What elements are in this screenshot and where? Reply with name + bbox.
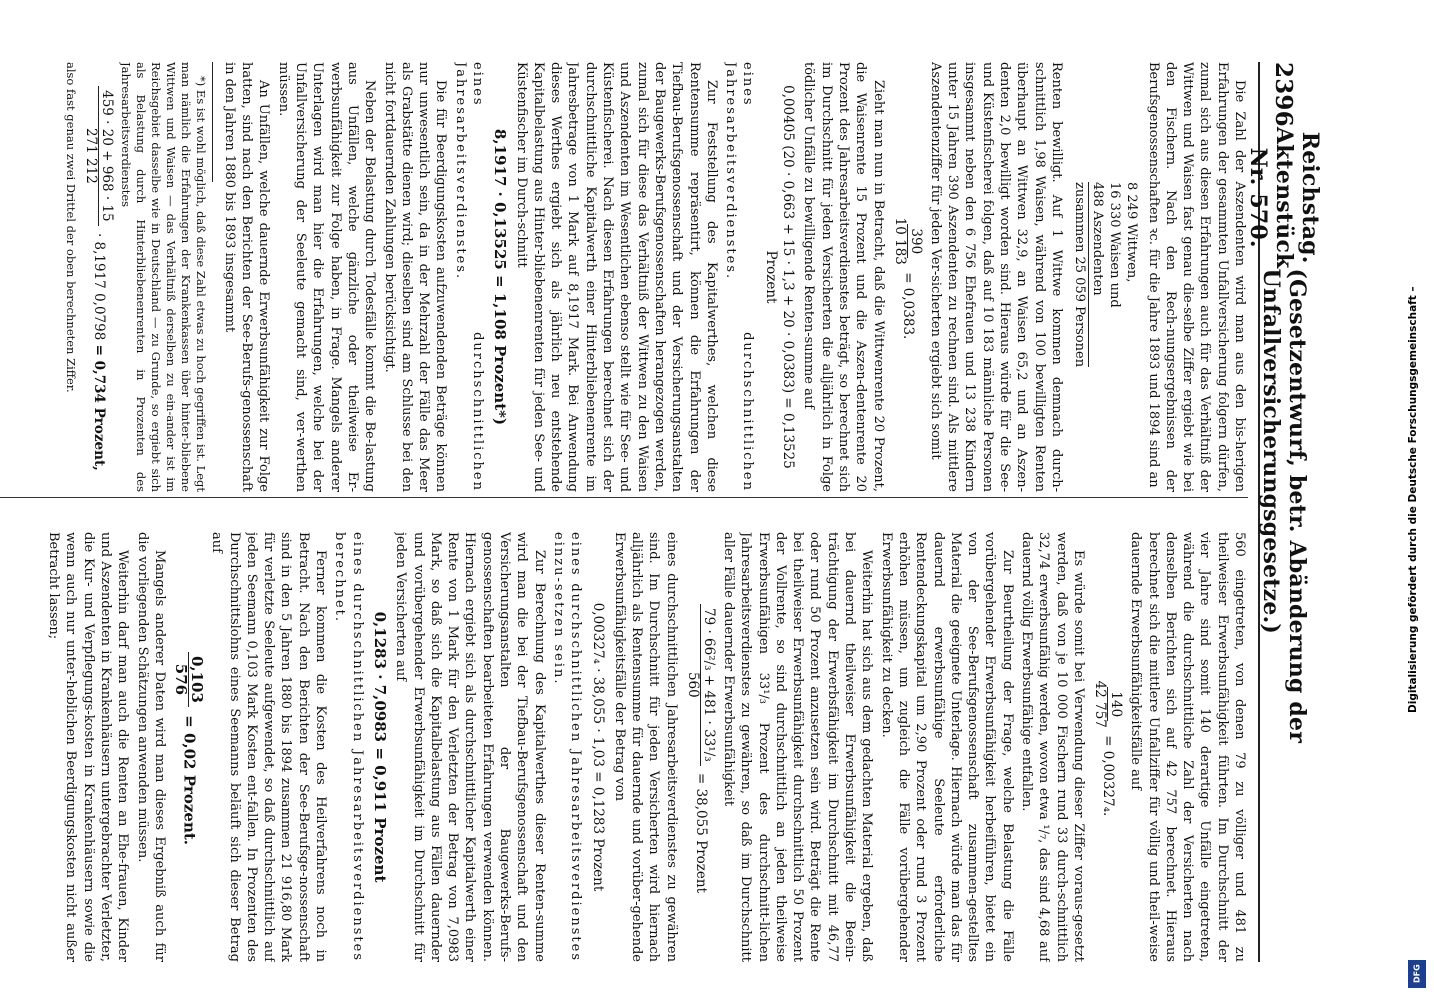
equation-result: = 0,0383.: [899, 272, 916, 340]
equation: [892, 62, 923, 492]
fraction-numerator: 390: [907, 224, 923, 258]
recipient-list: [1071, 62, 1140, 492]
list-sum: zusammen 25 059 Personen: [1072, 182, 1088, 368]
digitization-credit: Digitalisierung gefördert durch die Deutsche Forschungsgemeinschaft –: [1407, 286, 1419, 714]
equation: [685, 532, 716, 962]
equation: 0,00327₄ · 38,055 · 1,03 = 0,1283 Prozent: [590, 602, 607, 892]
footnote-divider: [212, 62, 213, 182]
fraction-denominator: 576: [171, 663, 190, 696]
fraction-denominator: 560: [684, 671, 701, 698]
equation-result: = 0,00327₄.: [1099, 735, 1116, 817]
paragraph: eines durchschnittlichen Jahresarbeitsverdienstes zu gewähren sind. Im Durchschnitt für jeden Versicherten wird hiernach alljährlich als Rentensumme für dauernde und vorüber-gehende Erwerbsunfähigkeitsfälle der Betrag von: [611, 532, 679, 962]
paragraph: Renten bewilligt. Auf 1 Wittwe kommen demnach durch-schnittlich 1,98 Waisen, während von 100 bewilligten Renten überhaupt an Wittwen 32,9, an Waisen 65,2 und an Aszen-denten 2,0 bewilligt worden sind. Hieraus würde für die See- und Küstenfischerei folgen, daß auf 10 183 männliche Personen insgesammt neben den 6 756 Ehefrauen und 13 238 Kindern unter 15 Jahren 390 Aszendenten zu rechnen sind. Als mittlere Aszendentenziffer für jeden Ver-sicherten ergiebt sich somit: [927, 62, 1064, 492]
header-left-title: Reichstag. Aktenstück Nr. 570.: [1245, 126, 1323, 269]
footnote-equation: [83, 62, 114, 492]
list-item: 488 Aszendenten: [1090, 182, 1106, 296]
fraction-numerator: 0,103: [188, 652, 204, 707]
equation: [173, 532, 204, 962]
equation: 8,1917 · 0,13525 = 1,108 Prozent*): [491, 128, 510, 426]
header-right-title: (Gesetzentwurf, betr. Abänderung der Unfallversicherungsgesetze.): [1258, 268, 1310, 744]
list-item: 8 249 Wittwen,: [1124, 182, 1140, 283]
paragraph: Zur Beurtheilung der Frage, welche Belastung die Fälle vorübergehender Erwerbsunfähigkeit herbeiführen, bietet ein von der See-Berufsgenossenschaft zusammen-gestelltes Material die geeignete Unterlage. Hiernach würde man das für dauernd erwerbsunfähige Seeleute erforderliche Rentendeckungskapital um 2,90 Prozent oder rund 3 Prozent erhöhen müssen, um zugleich die Fälle vorübergehender Erwerbsunfähigkeit zu decken.: [878, 532, 1015, 962]
fraction-numerator: 459 · 20 + 968 · 15: [98, 86, 114, 226]
paragraph: Weiterhin hat sich aus dem gedachten Material ergeben, daß bei dauernd theilweiser Erwerbsunfähigkeit die Beein-trächtigung der Erwerbsfähigkeit im Durchschnitt mit 46,77 oder rund 50 Prozent anzusetzen sein wird. Beträgt die Rente bei theilweiser Erwerbsunfähigkeit durchschnittlich 50 Prozent der Vollrente, so sind durchschnittlich an jeden theilweise Erwerbsunfähigen 33¹/₃ Prozent des durchschnitt-lichen Jahresarbeitsverdienstes zu gewähren, so daß im Durchschnitt aller Fälle dauernder Erwerbsunfähigkeit: [720, 532, 875, 962]
equation-result: = 0,02 Prozent.: [180, 715, 199, 846]
paragraph: eines durchschnittlichen Jahresarbeitsverdienstes einzu-setzen sein.: [550, 532, 584, 962]
page-number: 2396: [1270, 62, 1298, 127]
footnote: [63, 62, 208, 492]
paragraph: Zur Feststellung des Kapitalwerthes, welchen diese Rentensumme repräsentirt, können die Erfahrungen der Tiefbau-Berufsgenossenschaft und der Versicherungsanstalten der Baugewerks-Berufsgenossenschaften herangezogen werden, zumal sich für diese das Verhältniß der Wittwen zu den Waisen und Aszendenten im Wesentlichen ebenso stellt wie für See- und Küstenfischerei. Nach diesen Erfahrungen berechnet sich der durchschnittliche Kapitalwerth einer Hinterbliebenenrente im Jahresbetrage von 1 Mark auf 8,1917 Mark. Bei Anwendung dieses Werthes ergiebt sich als jährlich neu entstehende Kapitalbelastung aus Hinter-bliebenenrenten für jeden See- und Küstenfischer im Durch-schnitt: [513, 62, 719, 492]
paragraph: Neben der Belastung durch Todesfälle kommt die Be-lastung aus Unfällen, welche gänzliche oder theilweise Er-werbsunfähigkeit zur Folge haben, in Frage. Mangels anderer Unterlagen wird man hier die Erfahrungen, welche bei der Unfallversicherung der Seeleute gemacht sind, ver-werthen müssen.: [275, 62, 378, 492]
equation: [1092, 532, 1123, 962]
paragraph: An Unfällen, welche dauernde Erwerbsunfähigkeit zur Folge hatten, sind nach den Berichten der See-Berufs-genossenschaft in den Jahren 1880 bis 1893 insgesammt: [221, 62, 272, 492]
equation-pre: 0,0798: [90, 293, 107, 341]
equation: 0,1283 · 7,0983 = 0,911 Prozent: [370, 611, 389, 883]
equation-mid: · 8,1917: [90, 232, 107, 289]
paragraph: Ferner kommen die Kosten des Heilverfahrens noch in Betracht. Nach den Berichten der See-Berufsge-nossenschaft sind in den 5 Jahren 1880 bis 1894 zusammen 21 916,80 Mark für verletzte Seeleute aufgewendet, so daß durchschnittlich auf jeden Seemann 0,103 Mark Kosten ent-fallen. In Prozenten des Durchschnittslohns eines Seemanns beläuft sich dieser Betrag auf: [209, 532, 329, 962]
footnote-text: *) Es ist wohl möglich, daß diese Zahl etwas zu hoch gegriffen ist. Legt man nämlich die Erfahrungen der Krankenkassen über hinter-bliebene Wittwen und Waisen — das Verhältniß derselben zu ein-ander ist im Reichsgebiet dasselbe wie in Deutschland — zu Grunde, so ergiebt sich als Belastung durch Hinterbliebenenrenten in Prozenten des Jahresarbeitsverdienstes: [118, 62, 208, 492]
paragraph: Die für Beerdigungskosten aufzuwendenden Beträge können nur unwesentlich sein, da in der Mehrzahl der Fälle das Meer als Grabstätte dienen wird; dieselben sind am Schlusse bei den nicht fortdauernden Zahlungen berücksichtigt.: [381, 62, 449, 492]
page-header: [1245, 62, 1323, 962]
left-column: [0, 62, 1248, 492]
paragraph: Zieht man nun in Betracht, daß die Wittwenrente 20 Prozent, die Waisenrente 15 Prozent und die Aszen-dentenrente 20 Prozent des Jahresarbeitsverdienstes beträgt, so berechnet sich im Durchschnitt für jeden Versicherten die alljährlich in Folge tödlicher Unfälle zu bewilligende Renten-summe auf: [801, 62, 886, 492]
equation-result: = 38,055 Prozent: [692, 772, 709, 894]
right-column: [0, 532, 1248, 962]
equation-result: = 0,734 Prozent,: [90, 344, 107, 471]
dfg-logo: DFG: [1408, 960, 1426, 988]
fraction-denominator: 271 212: [82, 127, 99, 184]
paragraph: Mangels anderer Daten wird man dieses Ergebniß auch für die vorliegenden Schätzungen anwenden müssen.: [134, 532, 167, 962]
paragraph: Die Zahl der Aszendenten wird man aus den bis-herigen Erfahrungen der gesammten Unfallversicherung folgern dürfen, zumal sich aus diesen Erfahrungen auch für das Verhältniß der Wittwen und Waisen fast genau die-selbe Ziffer ergiebt wie bei den Fischern. Nach den Rech-nungsergebnissen der Berufsgenossenschaften ꝛc. für die Jahre 1893 und 1894 sind an: [1145, 62, 1247, 492]
paragraph: eines durchschnittlichen Jahresarbeitsverdienstes.: [452, 62, 486, 492]
list-item: 16 330 Waisen und: [1107, 182, 1123, 308]
equation: 0,00405 (20 · 0,663 + 15 · 1,3 + 20 · 0,0383) = 0,13525 Prozent: [762, 85, 797, 469]
fraction-numerator: 140: [1107, 687, 1123, 721]
fraction-denominator: 10 183: [891, 217, 908, 265]
paragraph: Es würde somit bei Verwendung dieser Ziffer voraus-gesetzt werden, daß von je 10 000 Fischern rund 33 durch-schnittlich 32,74 erwerbsunfähig werden, wovon etwa ¹/₇, das sind 4,68 auf dauernd völlig Erwerbsunfähige entfallen.: [1019, 532, 1086, 962]
paragraph: Weiterhin darf man auch die Renten an Ehe-frauen, Kinder und Aszendenten in Krankenhäusern untergebrachter Verletzter, die Kur- und Verpflegungs-kosten in Krankenhäusern sowie die wenn auch nur unter-heblichen Beerdigungskosten nicht außer Betracht lassen;: [46, 532, 131, 962]
column-divider: [0, 497, 1248, 498]
fraction-denominator: 42 757: [1091, 680, 1108, 728]
paragraph: eines durchschnittlichen Jahresarbeitsverdienstes.: [723, 62, 756, 492]
paragraph: eines durchschnittlichen Jahresarbeitsverdienstes berechnet.: [332, 532, 365, 962]
footnote-text: also fast genau zwei Drittel der oben berechneten Ziffer.: [63, 62, 78, 393]
paragraph: Zur Berechnung des Kapitalwerthes dieser Renten-summe wird man die bei der Tiefbau-Berufsgenossenschaft und den Versicherungsanstalten der Baugewerks-Berufs-genossenschaften bearbeiteten Erfahrungen verwenden können. Hiernach ergiebt sich als durchschnittlicher Kapitalwerth einer Rente von 1 Mark für den Verletzten der Betrag von 7,0983 Mark, so daß sich die Kapitalbelastung aus Fällen dauernder und vorübergehender Erwerbsunfähigkeit im Durchschnitt für jeden Versicherten auf: [393, 532, 547, 962]
paragraph: 560 eingetreten, von denen 79 zu völliger und 481 zu theilweiser Erwerbsunfähigkeit führten. Im Durchschnitt der vier Jahre sind somit 140 derartige Unfälle eingetreten, während die durchschnittliche Zahl der Versicherten nach denselben Berichten sich auf 42 757 berechnet. Hieraus berechnet sich die mittlere Unfallziffer für völlig und theil-weise dauernde Erwerbsunfähigkeitsfälle auf: [1128, 532, 1247, 962]
fraction-numerator: 79 · 66²/₃ + 481 · 33¹/₃: [700, 604, 716, 766]
